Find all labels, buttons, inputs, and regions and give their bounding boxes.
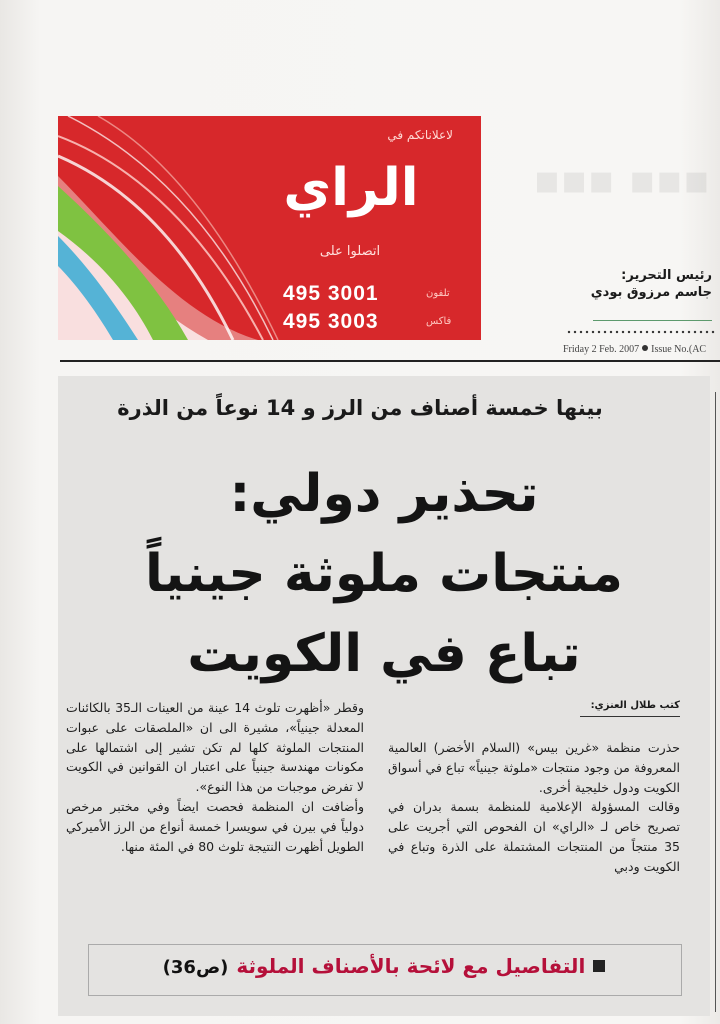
paragraph: وقالت المسؤولة الإعلامية للمنظمة بسمة بدران في تصريح خاص لـ «الراي» ان الفحوص التي أجريت على 35 منتجاً من المنتجات المشتملة على الذرة وتباع في الكويت ودبي	[388, 799, 680, 874]
square-bullet-icon	[593, 960, 605, 972]
dateline	[563, 344, 720, 355]
ad-phone-number: 495 3001	[283, 282, 379, 305]
article-column-left	[66, 698, 364, 856]
bleed-through-text: ▪▪▪ ▪▪▪	[533, 157, 710, 203]
paragraph: وقطر «أظهرت تلوث 14 عينة من العينات الـ35 بالكائنات المعدلة جينياً»، مشيرة الى ان «الملصقات على عبوات المنتجات الملوثة كلها لم تكن تشير إلى اشتمالها على مكونات مهندسة جينياً على اعتبار ان القوانين في الكويت لا تفرض موجبات من هذا النوع».	[66, 700, 365, 795]
issue-date: Friday 2 Feb. 2007	[563, 344, 640, 355]
editor-rule	[593, 320, 712, 321]
headline-line-2: منتجات ملوثة جينياً	[145, 544, 623, 604]
paragraph: وأضافت ان المنظمة فحصت ايضاً وفي مختبر مرخص دولياً في بيرن في سويسرا خمسة أنواع من الرز الأميركي الطويل أظهرت النتيجة تلوث 80 في المئة منها.	[66, 798, 364, 854]
ad-phone-label: تلفون	[426, 288, 450, 299]
ad-swirl-graphic	[58, 116, 481, 340]
column-rule	[715, 392, 716, 1012]
editor-title: رئيس التحرير:	[621, 268, 712, 283]
section-rule	[60, 360, 720, 362]
dotted-divider	[566, 330, 716, 334]
footer-reference[interactable]	[88, 954, 680, 978]
byline: كتب طلال العنزي:	[590, 700, 680, 711]
ad-fax-number: 495 3003	[283, 310, 379, 333]
paragraph: حذرت منظمة «غرين بيس» (السلام الأخضر) العالمية المعروفة من وجود منتجات «ملوثة جينياً» تباع في أسواق الكويت ودول خليجية أخرى.	[388, 740, 680, 795]
issue-number: Issue No.(AC	[651, 344, 707, 355]
ad-tagline: لاعلاناتكم في	[387, 128, 453, 142]
ad-contact-label: اتصلوا على	[319, 244, 381, 259]
article-kicker: بينها خمسة أصناف من الرز و 14 نوعاً من الذرة	[117, 396, 603, 420]
article-column-right	[388, 738, 680, 877]
headline-line-1: تحذير دولي:	[229, 464, 539, 524]
headline-line-3: تباع في الكويت	[187, 624, 581, 684]
ad-fax-label: فاكس	[426, 316, 452, 327]
alrai-advertisement[interactable]	[58, 116, 481, 340]
page-reference: (ص36)	[162, 957, 229, 978]
editor-block	[560, 268, 712, 300]
alrai-logo: الراي	[283, 158, 419, 218]
bullet-icon	[642, 345, 648, 351]
editor-name: جاسم مرزوق بودي	[590, 285, 712, 300]
byline-rule	[580, 716, 680, 717]
footer-label: التفاصيل مع لائحة بالأصناف الملوثة	[236, 954, 586, 978]
